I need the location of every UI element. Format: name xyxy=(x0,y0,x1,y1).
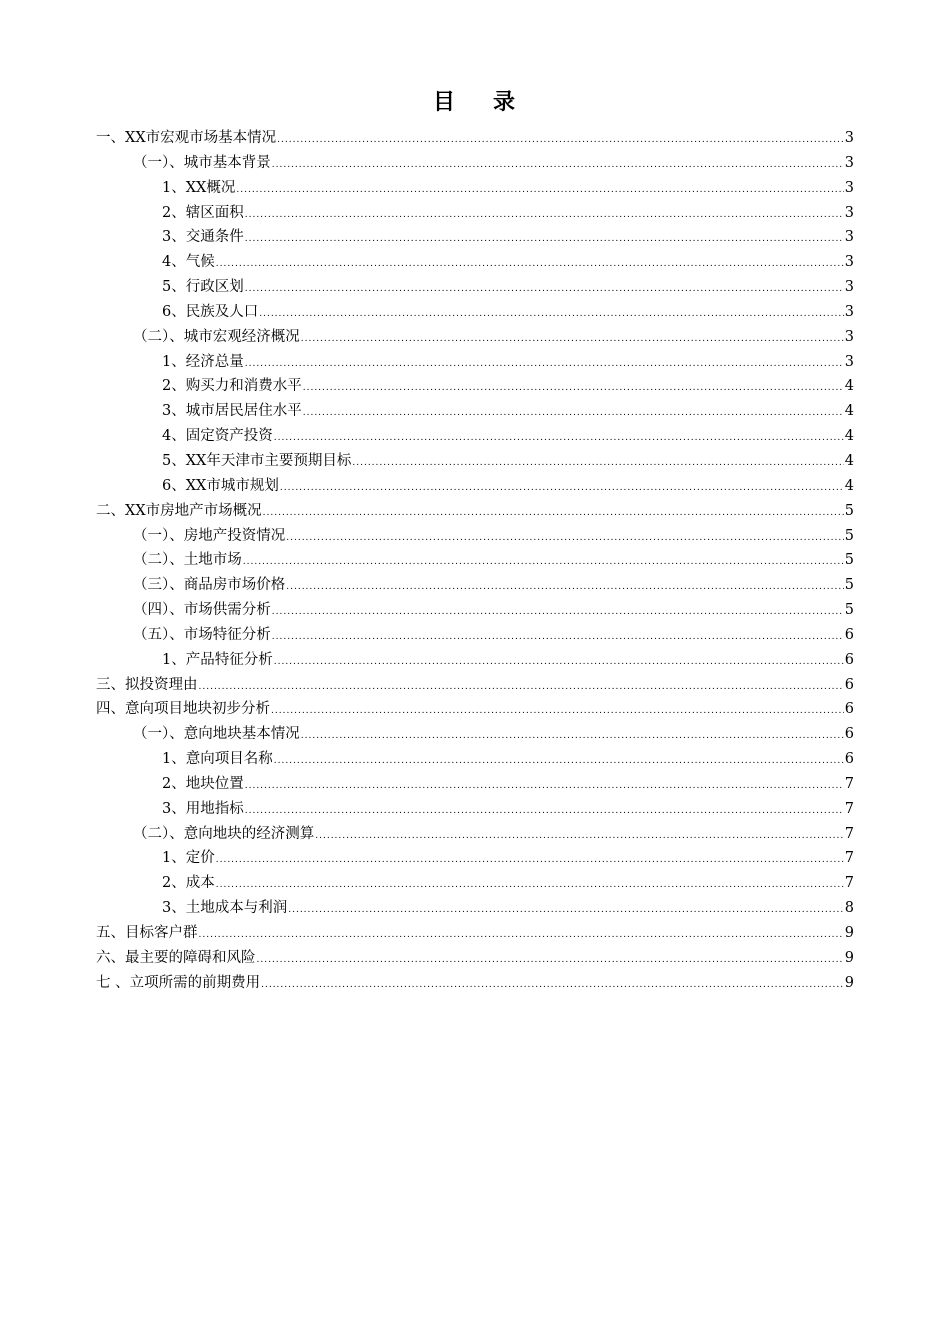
toc-entry[interactable] xyxy=(96,225,854,250)
toc-entry[interactable] xyxy=(96,176,854,201)
toc-dot-leader xyxy=(245,277,844,302)
toc-dot-leader xyxy=(274,749,844,774)
toc-entry[interactable] xyxy=(96,325,854,350)
toc-dot-leader xyxy=(263,501,844,526)
toc-entry-title: （二）、土地市场 xyxy=(133,552,242,569)
toc-entry-page: 5 xyxy=(844,602,854,619)
toc-entry[interactable] xyxy=(96,374,854,399)
toc-entry[interactable] xyxy=(96,623,854,648)
toc-dot-leader xyxy=(272,600,844,625)
toc-entry[interactable] xyxy=(96,151,854,176)
toc-entry[interactable] xyxy=(96,797,854,822)
toc-entry-title: 四、意向项目地块初步分析 xyxy=(96,701,270,718)
toc-entry-title: 2、地块位置 xyxy=(162,775,244,792)
toc-entry-page: 6 xyxy=(844,751,854,768)
toc-title xyxy=(0,88,950,116)
toc-entry[interactable] xyxy=(96,424,854,449)
toc-dot-leader xyxy=(272,625,844,650)
toc-entry[interactable] xyxy=(96,846,854,871)
toc-entry-title: 二、XX市房地产市场概况 xyxy=(96,502,262,519)
toc-dot-leader xyxy=(303,376,844,401)
toc-entry[interactable] xyxy=(96,747,854,772)
toc-entry-title: 2、成本 xyxy=(162,875,215,892)
toc-entry-title: 6、XX市城市规划 xyxy=(162,477,279,494)
toc-entry[interactable] xyxy=(96,126,854,151)
toc-entry-page: 7 xyxy=(844,850,854,867)
toc-entry[interactable] xyxy=(96,449,854,474)
toc-entry-title: 1、产品特征分析 xyxy=(162,651,273,668)
toc-entry[interactable] xyxy=(96,772,854,797)
toc-entry-page: 3 xyxy=(844,279,854,296)
toc-entry[interactable] xyxy=(96,399,854,424)
toc-entry[interactable] xyxy=(96,921,854,946)
toc-entry-title: 1、定价 xyxy=(162,850,215,867)
toc-entry-page: 3 xyxy=(844,154,854,171)
toc-entry-page: 3 xyxy=(844,179,854,196)
toc-entry-title: （一）、城市基本背景 xyxy=(133,154,271,171)
toc-dot-leader xyxy=(243,550,844,575)
toc-entry-page: 5 xyxy=(844,527,854,544)
toc-entry[interactable] xyxy=(96,275,854,300)
toc-entry-page: 3 xyxy=(844,353,854,370)
toc-entry-page: 4 xyxy=(844,403,854,420)
toc-entry-page: 3 xyxy=(844,204,854,221)
toc-entry-page: 5 xyxy=(844,552,854,569)
toc-dot-leader xyxy=(245,774,844,799)
toc-entry-title: （一）、意向地块基本情况 xyxy=(133,726,300,743)
toc-entry-page: 6 xyxy=(844,726,854,743)
toc-dot-leader xyxy=(259,302,844,327)
toc-dot-leader xyxy=(245,352,844,377)
toc-entry[interactable] xyxy=(96,524,854,549)
toc-entry-title: （一）、房地产投资情况 xyxy=(133,527,286,544)
toc-entry[interactable] xyxy=(96,300,854,325)
toc-entry[interactable] xyxy=(96,350,854,375)
toc-dot-leader xyxy=(245,203,844,228)
toc-entry[interactable] xyxy=(96,946,854,971)
toc-entry-page: 9 xyxy=(844,949,854,966)
toc-dot-leader xyxy=(199,675,844,700)
toc-entry[interactable] xyxy=(96,971,854,996)
toc-entry-page: 4 xyxy=(844,428,854,445)
toc-dot-leader xyxy=(286,575,844,600)
toc-entry[interactable] xyxy=(96,871,854,896)
toc-dot-leader xyxy=(245,227,844,252)
toc-entry[interactable] xyxy=(96,250,854,275)
toc-entry-page: 7 xyxy=(844,800,854,817)
toc-entry-title: （二）、意向地块的经济测算 xyxy=(133,825,315,842)
toc-dot-leader xyxy=(257,948,844,973)
toc-entry-page: 5 xyxy=(844,502,854,519)
toc-entry-title: 2、购买力和消费水平 xyxy=(162,378,302,395)
toc-entry[interactable] xyxy=(96,201,854,226)
toc-entry-title: 1、经济总量 xyxy=(162,353,244,370)
toc-entry-title: （四）、市场供需分析 xyxy=(133,602,271,619)
toc-entry-page: 3 xyxy=(844,303,854,320)
toc-list xyxy=(96,126,854,996)
toc-entry-page: 3 xyxy=(844,254,854,271)
toc-entry-title: 5、XX年天津市主要预期目标 xyxy=(162,452,352,469)
toc-entry[interactable] xyxy=(96,598,854,623)
toc-entry-title: （三）、商品房市场价格 xyxy=(133,577,286,594)
toc-entry[interactable] xyxy=(96,499,854,524)
toc-entry-page: 5 xyxy=(844,577,854,594)
toc-dot-leader xyxy=(352,451,843,476)
toc-dot-leader xyxy=(272,153,844,178)
toc-dot-leader xyxy=(303,401,844,426)
toc-entry-title: 2、辖区面积 xyxy=(162,204,244,221)
toc-dot-leader xyxy=(216,848,844,873)
toc-dot-leader xyxy=(261,973,844,998)
toc-entry[interactable] xyxy=(96,722,854,747)
toc-dot-leader xyxy=(277,128,844,153)
toc-entry-page: 4 xyxy=(844,477,854,494)
toc-entry-title: 三、拟投资理由 xyxy=(96,676,198,693)
toc-dot-leader xyxy=(271,699,844,724)
toc-dot-leader xyxy=(286,526,844,551)
toc-entry-page: 9 xyxy=(844,974,854,991)
toc-entry-title: 5、行政区划 xyxy=(162,279,244,296)
toc-title-char: 目 xyxy=(432,89,457,115)
toc-dot-leader xyxy=(216,252,844,277)
toc-entry-title: 1、XX概况 xyxy=(162,179,236,196)
toc-entry-page: 7 xyxy=(844,825,854,842)
toc-entry-title: 七 、立项所需的前期费用 xyxy=(96,974,261,991)
toc-entry-title: 六、最主要的障碍和风险 xyxy=(96,949,256,966)
toc-entry-page: 4 xyxy=(844,378,854,395)
toc-entry-page: 6 xyxy=(844,676,854,693)
toc-dot-leader xyxy=(216,873,844,898)
toc-dot-leader xyxy=(236,178,843,203)
toc-entry-page: 6 xyxy=(844,626,854,643)
toc-entry[interactable] xyxy=(96,548,854,573)
toc-entry-page: 9 xyxy=(844,925,854,941)
toc-entry-title: （二）、城市宏观经济概况 xyxy=(133,328,300,345)
toc-entry-page: 7 xyxy=(844,775,854,792)
toc-entry[interactable] xyxy=(96,573,854,598)
toc-entry-page: 6 xyxy=(844,651,854,668)
toc-entry-title: 3、用地指标 xyxy=(162,800,244,817)
toc-entry-page: 3 xyxy=(844,328,854,345)
toc-title-char: 录 xyxy=(493,89,518,115)
toc-dot-leader xyxy=(301,327,844,352)
toc-entry[interactable] xyxy=(96,697,854,722)
toc-entry[interactable] xyxy=(96,648,854,673)
toc-entry-page: 4 xyxy=(844,452,854,469)
toc-dot-leader xyxy=(288,898,844,923)
toc-entry-title: （五）、市场特征分析 xyxy=(133,626,271,643)
toc-entry-title: 1、意向项目名称 xyxy=(162,751,273,768)
toc-dot-leader xyxy=(280,476,844,501)
toc-entry-title: 3、土地成本与利润 xyxy=(162,900,288,917)
toc-dot-leader xyxy=(245,799,844,824)
toc-entry-title: 4、气候 xyxy=(162,254,215,271)
toc-entry-page: 8 xyxy=(844,900,854,917)
toc-entry-title: 一、XX市宏观市场基本情况 xyxy=(96,130,277,146)
toc-entry-title: 3、交通条件 xyxy=(162,229,244,246)
toc-entry-title: 6、民族及人口 xyxy=(162,303,259,320)
toc-entry[interactable] xyxy=(96,673,854,698)
toc-entry-title: 4、固定资产投资 xyxy=(162,428,273,445)
toc-entry-page: 3 xyxy=(844,229,854,246)
toc-entry-title: 五、目标客户群 xyxy=(96,925,198,941)
toc-dot-leader xyxy=(274,650,844,675)
toc-entry-page: 6 xyxy=(844,701,854,718)
toc-dot-leader xyxy=(274,426,844,451)
toc-entry-title: 3、城市居民居住水平 xyxy=(162,403,302,420)
toc-dot-leader xyxy=(315,824,844,849)
toc-entry[interactable] xyxy=(96,822,854,847)
toc-entry-page: 7 xyxy=(844,875,854,892)
toc-entry[interactable] xyxy=(96,896,854,921)
toc-entry-page: 3 xyxy=(844,130,854,146)
toc-entry[interactable] xyxy=(96,474,854,499)
toc-dot-leader xyxy=(199,923,844,948)
toc-dot-leader xyxy=(301,724,844,749)
